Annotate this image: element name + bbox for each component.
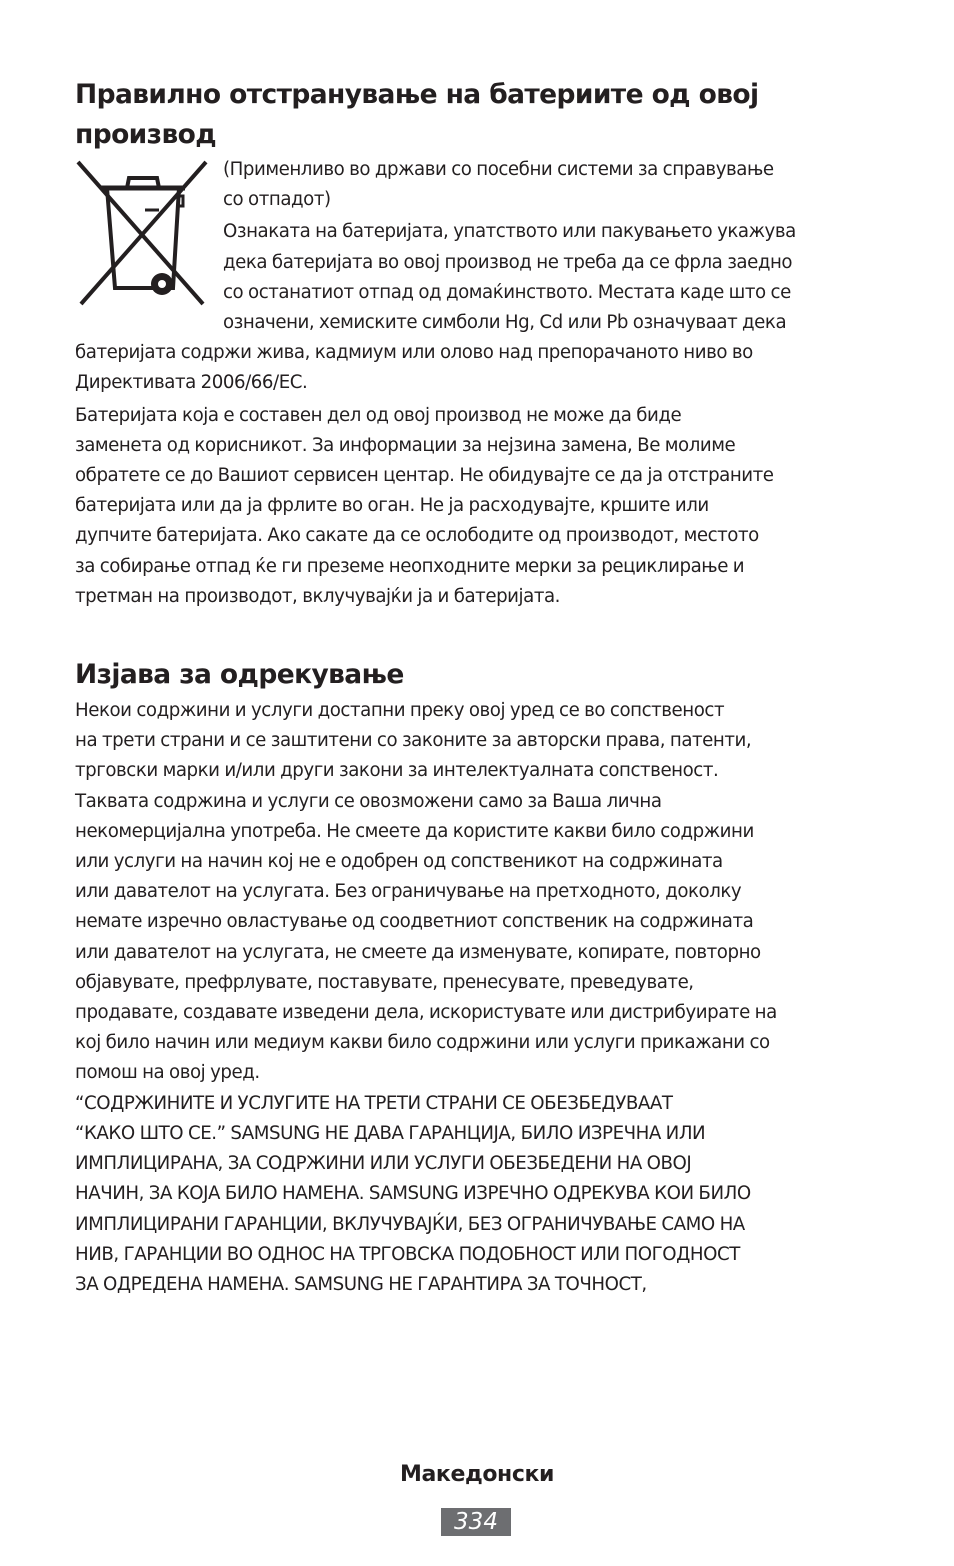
text-line: со останатиот отпад од домаќинството. Местата каде што се [223,281,791,303]
disclaimer-heading: Изјава за одрекување [75,659,404,691]
document-page [75,70,875,1300]
page-number: 334 [441,1508,511,1536]
text-line: Директивата 2006/66/EC. [75,372,308,394]
battery-replacement-paragraph [75,401,875,612]
text-line: некомерцијална употреба. Не смеете да користите какви било содржини [75,820,754,842]
text-line: означени, хемиските симболи Hg, Cd или Pb означуваат дека [223,312,787,334]
footer-language: Македонски [399,1462,555,1487]
text-line: со отпадот) [223,189,331,211]
disclaimer-uppercase-paragraph [75,1089,875,1300]
text-line: кој било начин или медиум какви било содржини или услуги прикажани со [75,1032,770,1054]
text-line: на трети страни и се заштитени со законите за авторски права, патенти, [75,730,752,752]
text-line: Батеријата која е составен дел од овој производ не може да биде [75,404,682,426]
indented-paragraph [223,155,875,338]
text-line: немате изречно овластување од соодветниот сопственик на содржината [75,911,754,933]
text-line: третман на производот, вклучувајќи ја и батеријата. [75,585,561,607]
battery-disposal-heading [75,75,875,155]
heading-line: Правилно отстранување на батериите од овој [75,79,759,110]
text-line: ИМПЛИЦИРАНА, ЗА СОДРЖИНИ ИЛИ УСЛУГИ ОБЕЗБЕДЕНИ НА ОВОЈ [75,1153,692,1175]
text-line: “СОДРЖИНИТЕ И УСЛУГИТЕ НА ТРЕТИ СТРАНИ СЕ ОБЕЗБЕДУВААТ [75,1092,673,1114]
text-line: заменета од корисникот. За информации за нејзина замена, Ве молиме [75,434,736,456]
heading-line: производ [75,119,217,150]
text-line: или услуги на начин кој не е одобрен од сопственикот на содржината [75,851,723,873]
text-line: Некои содржини и услуги достапни преку овој уред се во сопственост [75,700,725,722]
crossed-out-wheelie-bin-icon [75,158,211,308]
text-line: или давателот на услугата. Без ограничување на претходното, доколку [75,881,742,903]
text-line: дека батеријата во овој производ не треба да се фрла заедно [223,251,793,273]
text-line: НИВ, ГАРАНЦИИ ВО ОДНОС НА ТРГОВСКА ПОДОБНОСТ ИЛИ ПОГОДНОСТ [75,1243,740,1265]
text-line: за собирање отпад ќе ги преземе неопходните мерки за рециклирање и [75,555,745,577]
text-line: (Применливо во држави со посебни системи за справување [223,159,774,180]
text-line: НАЧИН, ЗА КОЈА БИЛО НАМЕНА. SAMSUNG ИЗРЕЧНО ОДРЕКУВА КОИ БИЛО [75,1183,751,1205]
text-line: или давателот на услугата, не смеете да изменувате, копирате, повторно [75,941,761,963]
text-line: продавате, создавате изведени дела, искористувате или дистрибуирате на [75,1002,777,1024]
text-line: ИМПЛИЦИРАНИ ГАРАНЦИИ, ВКЛУЧУВАЈЌИ, БЕЗ ОГРАНИЧУВАЊЕ САМО НА [75,1213,745,1235]
text-line: Таквата содржина и услуги се овозможени само за Ваша лична [75,790,662,812]
text-line: “КАКО ШТО СЕ.” SAMSUNG НЕ ДАВА ГАРАНЦИЈА, БИЛО ИЗРЕЧНА ИЛИ [75,1122,706,1144]
text-line: обратете се до Вашиот сервисен центар. Не обидувајте се да ја отстраните [75,465,774,487]
text-line: дупчите батеријата. Ако сакате да се ослободите од производот, местото [75,525,759,547]
text-line: ЗА ОДРЕДЕНА НАМЕНА. SAMSUNG НЕ ГАРАНТИРА ЗА ТОЧНОСТ, [75,1273,647,1295]
text-line: објавувате, префрлувате, поставувате, пренесувате, преведувате, [75,971,694,993]
text-line: Ознаката на батеријата, упатството или пакувањето укажува [223,221,796,243]
text-line: батеријата содржи жива, кадмиум или олово над препорачаното ниво во [75,342,753,364]
text-line: трговски марки и/или други закони за интелектуалната сопственост. [75,760,719,782]
disclaimer-paragraph [75,696,875,1089]
text-line: помош на овој уред. [75,1062,260,1084]
text-line: батеријата или да ја фрлите во оган. Не ја расходувајте, кршите или [75,495,709,517]
